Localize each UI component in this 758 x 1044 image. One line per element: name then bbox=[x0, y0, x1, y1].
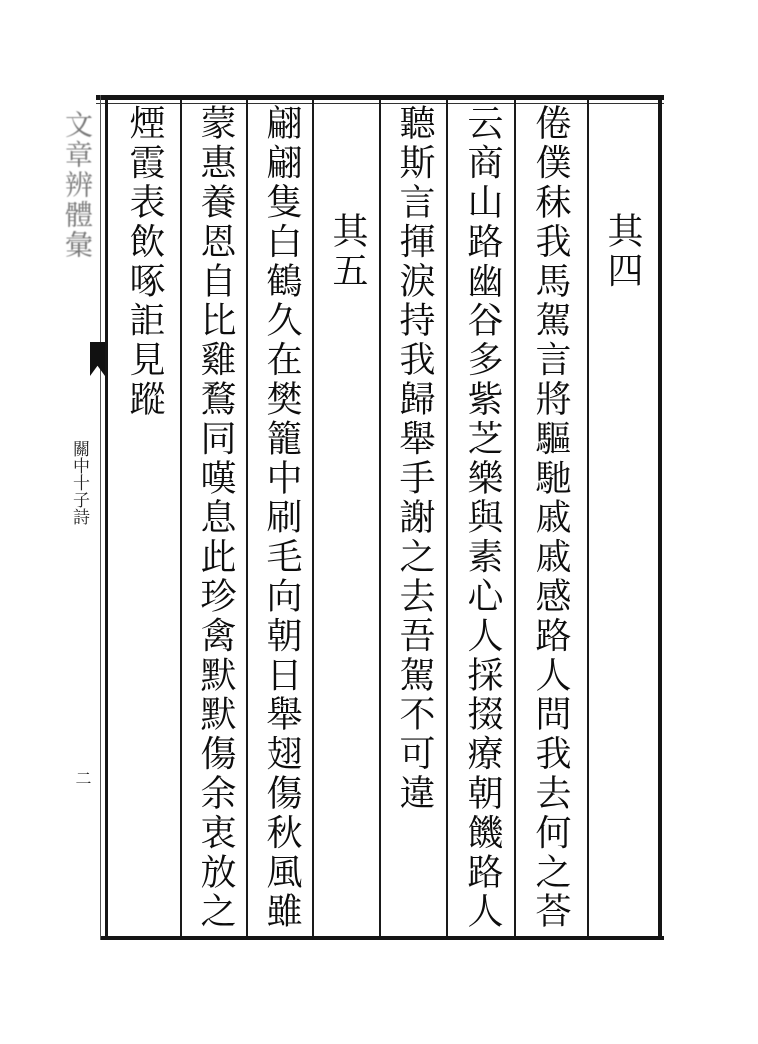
poem-heading-4: 其四 bbox=[602, 212, 643, 291]
margin-caption: 關中十子詩 bbox=[69, 440, 89, 525]
column-rule bbox=[587, 100, 589, 936]
column-rule bbox=[446, 100, 448, 936]
text-column: 蒙惠養恩自比雞鶩同嘆息此珍禽默默傷余衷放之 bbox=[195, 104, 236, 932]
right-border bbox=[658, 95, 662, 940]
column-rule bbox=[379, 100, 381, 936]
text-column: 煙霞表飲啄詎見蹤 bbox=[124, 104, 165, 420]
poem-heading-5: 其五 bbox=[327, 212, 368, 291]
left-border bbox=[105, 95, 108, 940]
text-column: 倦僕秣我馬駕言將驅馳戚戚感路人問我去何之荅 bbox=[530, 104, 571, 932]
column-rule bbox=[514, 100, 516, 936]
text-column: 聽斯言揮淚持我歸舉手謝之去吾駕不可違 bbox=[394, 104, 435, 814]
margin-book-title: 文章辨體彙 bbox=[61, 110, 94, 260]
page-number: 二 bbox=[73, 770, 92, 786]
column-rule bbox=[312, 100, 314, 936]
text-column: 云商山路幽谷多紫芝樂與素心人採掇療朝饑路人 bbox=[462, 104, 503, 932]
text-column: 翩翩隻白鶴久在樊籠中刷毛向朝日舉翅傷秋風雖 bbox=[261, 104, 302, 932]
column-rule bbox=[246, 100, 248, 936]
column-rule bbox=[180, 100, 182, 936]
bottom-border bbox=[100, 936, 664, 940]
